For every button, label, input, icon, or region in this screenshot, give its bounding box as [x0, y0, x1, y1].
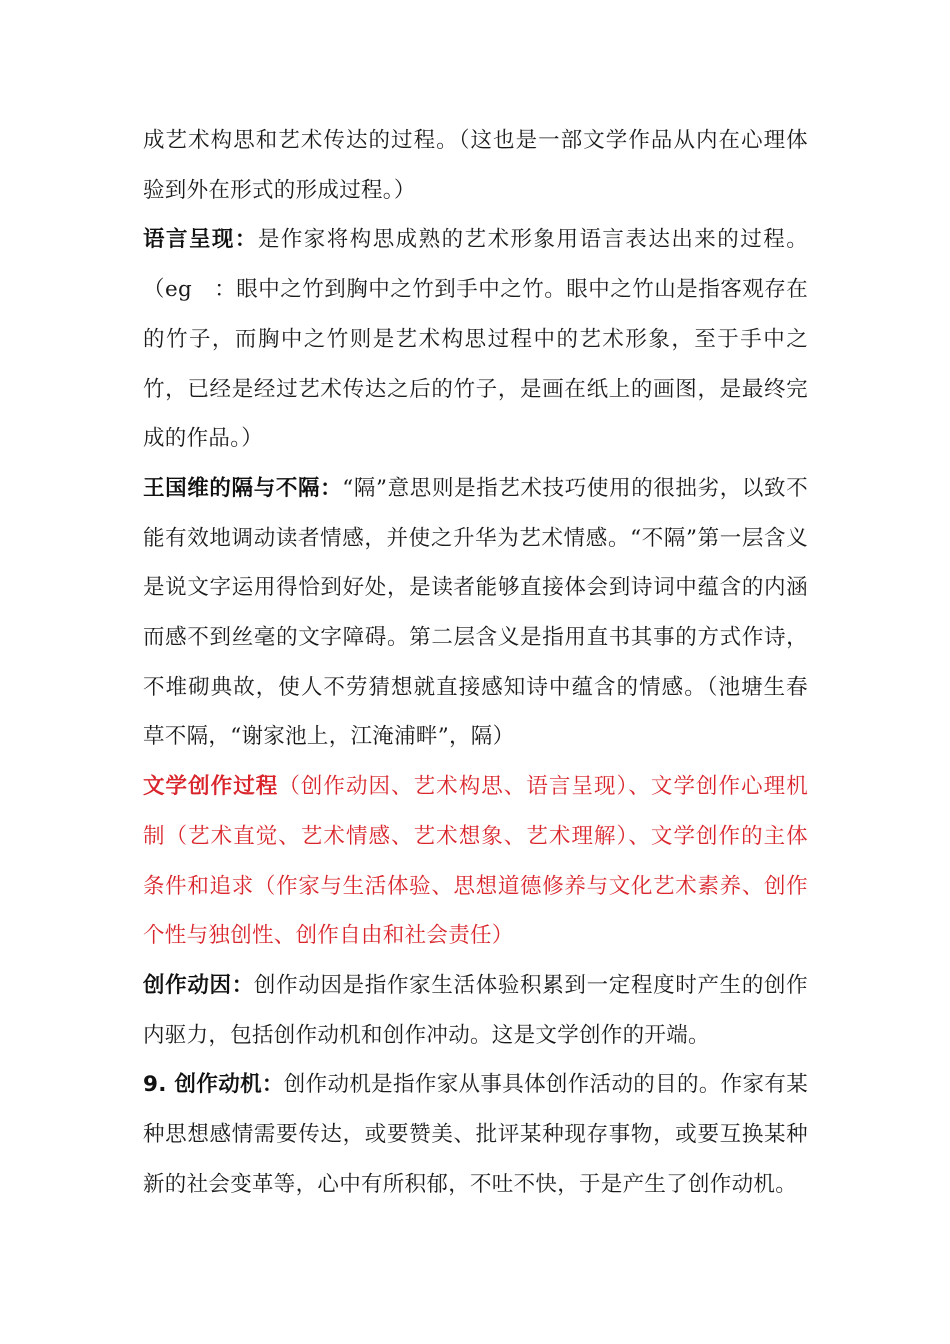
paragraph-art-process	[143, 116, 808, 215]
paragraph-text: 创作动因是指作家生活体验积累到一定程度时产生的创作内驱力，包括创作动机和创作冲动。这是文学创作的开端。	[143, 972, 808, 1048]
term-creative-motive: 9. 创作动机：	[143, 1072, 284, 1098]
paragraph-wang-guowei	[143, 464, 808, 762]
term-language-presentation: 语言呈现：	[143, 227, 258, 253]
paragraph-text: （创作动因、艺术构思、语言呈现）、文学创作心理机制（艺术直觉、艺术情感、艺术想象、艺术理解）、文学创作的主体条件和追求（作家与生活体验、思想道德修养与文化艺术素养、创作个性与独创性、创作自由和社会责任）	[143, 774, 809, 949]
paragraph-creative-motivation-cause	[143, 961, 808, 1060]
term-creation-process: 文学创作过程	[143, 774, 279, 800]
paragraph-text: 成艺术构思和艺术传达的过程。（这也是一部文学作品从内在心理体验到外在形式的形成过程。）	[143, 128, 808, 203]
paragraph-creation-process-highlight	[143, 762, 808, 961]
term-creative-cause: 创作动因：	[143, 972, 254, 998]
paragraph-text: 创作动机是指作家从事具体创作活动的目的。作家有某种思想感情需要传达，或要赞美、批评某种现存事物，或要互换某种新的社会变革等，心中有所积郁，不吐不快，于是产生了创作动机。	[143, 1072, 808, 1197]
paragraph-creative-motive	[143, 1060, 808, 1209]
document-body	[143, 116, 808, 1209]
paragraph-language-presentation	[143, 215, 808, 464]
paragraph-text: “隔”意思则是指艺术技巧使用的很拙劣，以致不能有效地调动读者情感，并使之升华为艺术情感。“不隔”第一层含义是说文字运用得恰到好处，是读者能够直接体会到诗词中蕴含的内涵而感不到丝毫的文字障碍。第二层含义是指用直书其事的方式作诗，不堆砌典故，使人不劳猜想就直接感知诗中蕴含的情感。（池塘生春草不隔，“谢家池上，江淹浦畔”，隔）	[143, 475, 808, 750]
paragraph-text: 是作家将构思成熟的艺术形象用语言表达出来的过程。（eg ：眼中之竹到胸中之竹到手中之竹。眼中之竹山是指客观存在的竹子，而胸中之竹则是艺术构思过程中的艺术形象，至于手中之竹，已经是经过艺术传达之后的竹子，是画在纸上的画图，是最终完成的作品。）	[143, 227, 808, 452]
term-wang-guowei: 王国维的隔与不隔：	[143, 475, 343, 501]
